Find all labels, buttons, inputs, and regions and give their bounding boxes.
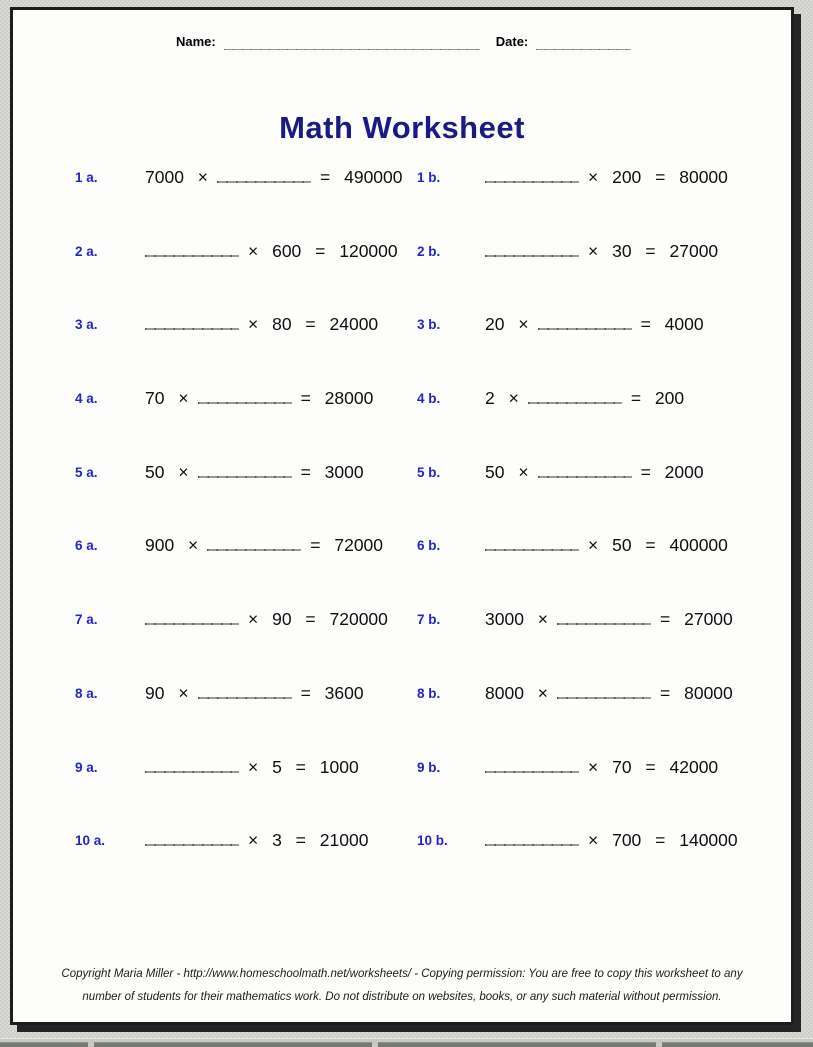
expression-before: 2 ×	[485, 388, 519, 409]
problem-label-6b: 6 b.	[417, 538, 441, 554]
name-fill-line[interactable]	[224, 36, 480, 50]
problems-grid	[13, 167, 791, 904]
problem-label-5b: 5 b.	[417, 464, 441, 480]
problem-row-5	[13, 462, 791, 536]
problem-label-4a: 4 a.	[75, 391, 98, 407]
answer-blank-8a[interactable]	[198, 686, 292, 699]
problem-row-3	[13, 314, 791, 388]
expression-before: 70 ×	[145, 388, 189, 409]
problem-row-4	[13, 388, 791, 462]
problem-expression-10b	[485, 830, 791, 851]
problem-label-10a: 10 a.	[75, 833, 106, 849]
expression-before: 7000 ×	[145, 167, 209, 187]
answer-blank-7a[interactable]	[145, 612, 239, 625]
problem-expression-4a	[145, 388, 417, 409]
taskbar-strip	[0, 1038, 813, 1047]
problem-label-2b: 2 b.	[417, 243, 441, 259]
problem-label-4b: 4 b.	[417, 391, 441, 407]
problem-expression-10a	[145, 830, 417, 851]
answer-blank-8b[interactable]	[557, 686, 651, 699]
expression-after: = 28000	[300, 388, 374, 409]
expression-after: = 72000	[310, 535, 384, 556]
expression-after: = 27000	[660, 609, 733, 630]
worksheet-page	[10, 7, 794, 1025]
answer-blank-3a[interactable]	[145, 317, 239, 330]
problem-row-1	[13, 167, 791, 241]
expression-after: × 90 = 720000	[248, 609, 388, 630]
problem-row-8	[13, 683, 791, 757]
answer-blank-1a[interactable]	[217, 170, 311, 183]
expression-after: × 200 = 80000	[588, 167, 728, 187]
problem-expression-8b	[485, 683, 791, 704]
expression-after: × 50 = 400000	[588, 535, 728, 556]
copyright-footer	[13, 963, 791, 1009]
expression-before: 900 ×	[145, 535, 199, 556]
problem-expression-2b	[485, 241, 791, 262]
problem-row-2	[13, 241, 791, 315]
taskbar-segments	[0, 1042, 813, 1047]
problem-label-2a: 2 a.	[75, 243, 98, 259]
problem-label-3b: 3 b.	[417, 317, 441, 333]
expression-after: × 5 = 1000	[248, 756, 359, 777]
taskbar-segment[interactable]	[378, 1042, 656, 1047]
expression-after: × 600 = 120000	[248, 240, 398, 261]
expression-after: × 70 = 42000	[588, 756, 719, 777]
answer-blank-6b[interactable]	[485, 538, 579, 551]
problem-label-6a: 6 a.	[75, 538, 98, 554]
problem-expression-5a	[145, 462, 417, 483]
answer-blank-3b[interactable]	[538, 317, 632, 330]
expression-before: 90 ×	[145, 682, 189, 703]
problem-expression-9b	[485, 757, 791, 778]
expression-before: 20 ×	[485, 314, 529, 335]
problem-label-8a: 8 a.	[75, 685, 98, 701]
problem-label-9b: 9 b.	[417, 759, 441, 775]
answer-blank-5a[interactable]	[198, 465, 292, 478]
answer-blank-6a[interactable]	[207, 538, 301, 551]
expression-after: = 490000	[320, 167, 403, 187]
problem-expression-2a	[145, 241, 417, 262]
problem-label-5a: 5 a.	[75, 464, 98, 480]
expression-after: = 80000	[660, 682, 733, 703]
date-fill-line[interactable]	[536, 36, 631, 50]
problem-label-10b: 10 b.	[417, 833, 448, 849]
problem-row-7	[13, 609, 791, 683]
problem-label-9a: 9 a.	[75, 759, 98, 775]
expression-after: = 4000	[640, 314, 704, 335]
answer-blank-7b[interactable]	[557, 612, 651, 625]
problem-expression-5b	[485, 462, 791, 483]
answer-blank-5b[interactable]	[538, 465, 632, 478]
expression-before: 8000 ×	[485, 682, 549, 703]
problem-expression-4b	[485, 388, 791, 409]
expression-before: 50 ×	[485, 461, 529, 482]
problem-label-3a: 3 a.	[75, 317, 98, 333]
problem-row-6	[13, 535, 791, 609]
answer-blank-10a[interactable]	[145, 833, 239, 846]
page-title: Math Worksheet	[279, 110, 525, 145]
expression-after: = 2000	[640, 461, 704, 482]
taskbar-segment[interactable]	[0, 1042, 88, 1047]
expression-before: 3000 ×	[485, 609, 549, 630]
answer-blank-4b[interactable]	[528, 391, 622, 404]
problem-expression-3b	[485, 314, 791, 335]
problem-label-7a: 7 a.	[75, 612, 98, 628]
problem-row-10	[13, 830, 791, 904]
expression-after: × 3 = 21000	[248, 830, 369, 851]
copyright-line-1: Copyright Maria Miller - http://www.homeschoolmath.net/worksheets/ - Copying permission: You are free to copy this worksheet to any	[61, 968, 743, 980]
problem-expression-9a	[145, 757, 417, 778]
problem-expression-8a	[145, 683, 417, 704]
problem-expression-6b	[485, 535, 791, 556]
problem-label-7b: 7 b.	[417, 612, 441, 628]
answer-blank-9a[interactable]	[145, 760, 239, 773]
expression-after: × 80 = 24000	[248, 314, 379, 335]
answer-blank-2a[interactable]	[145, 244, 239, 257]
problem-expression-3a	[145, 314, 417, 335]
expression-after: × 30 = 27000	[588, 240, 719, 261]
problem-label-1b: 1 b.	[417, 170, 441, 185]
date-label: Date:	[495, 34, 529, 49]
answer-blank-9b[interactable]	[485, 760, 579, 773]
expression-after: × 700 = 140000	[588, 830, 738, 851]
expression-after: = 200	[630, 388, 685, 409]
taskbar-segment[interactable]	[94, 1042, 372, 1047]
answer-blank-2b[interactable]	[485, 244, 579, 257]
answer-blank-1b[interactable]	[485, 170, 579, 183]
expression-after: = 3600	[300, 682, 364, 703]
answer-blank-4a[interactable]	[198, 391, 292, 404]
problem-expression-1b	[485, 167, 791, 188]
problem-row-9	[13, 757, 791, 831]
expression-before: 50 ×	[145, 461, 189, 482]
problem-expression-7b	[485, 609, 791, 630]
copyright-line-2: number of students for their mathematics work. Do not distribute on websites, books, or any such material without permission.	[82, 991, 722, 1003]
name-date-header	[176, 34, 631, 50]
name-label: Name:	[176, 34, 216, 49]
problem-label-8b: 8 b.	[417, 685, 441, 701]
problem-expression-7a	[145, 609, 417, 630]
problem-expression-6a	[145, 535, 417, 556]
expression-after: = 3000	[300, 461, 364, 482]
answer-blank-10b[interactable]	[485, 833, 579, 846]
problem-label-1a: 1 a.	[75, 170, 98, 185]
problem-expression-1a	[145, 167, 417, 188]
taskbar-segment[interactable]	[662, 1042, 813, 1047]
